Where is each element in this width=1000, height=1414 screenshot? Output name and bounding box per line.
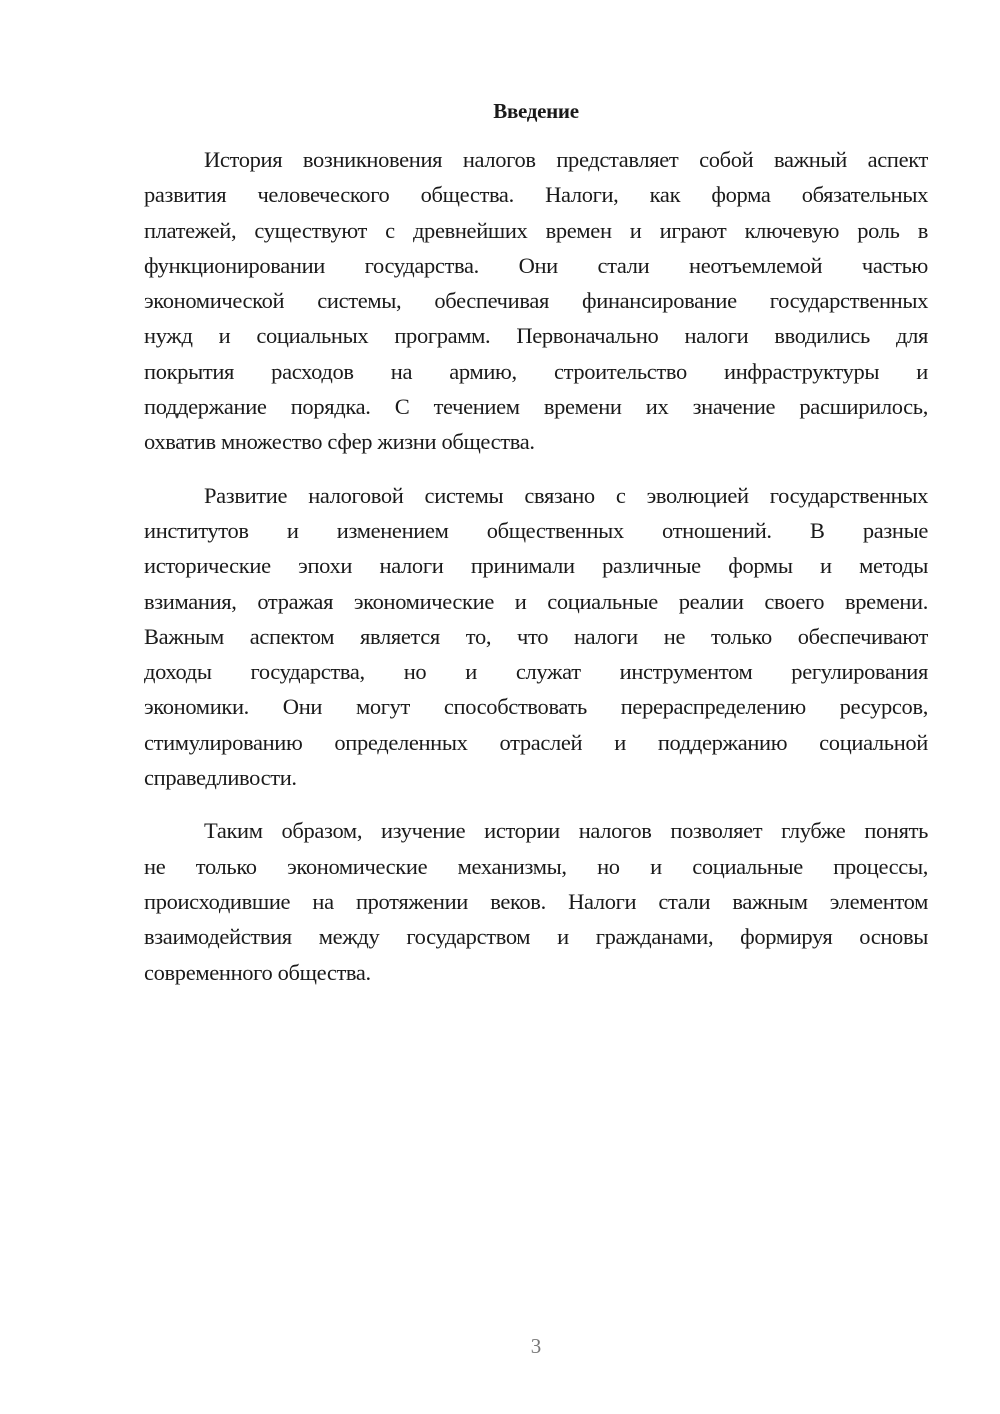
paragraph-2 — [144, 478, 928, 796]
text-line: Таким образом, изучение истории налогов позволяет глубже понять — [204, 818, 928, 844]
text-line: взаимодействия между государством и гражданами, формируя основы — [144, 924, 928, 950]
text-line: покрытия расходов на армию, строительство инфраструктуры и — [144, 358, 928, 384]
text-line: История возникновения налогов представляет собой важный аспект — [204, 147, 928, 172]
text-line: поддержание порядка. С течением времени их значение расширилось, — [144, 394, 928, 420]
text-line: развития человеческого общества. Налоги, как форма обязательных — [144, 182, 928, 208]
section-title: Введение — [493, 99, 579, 123]
paragraph-3 — [144, 813, 928, 989]
text-line: экономической системы, обеспечивая финансирование государственных — [144, 288, 928, 314]
text-line: происходившие на протяжении веков. Налоги стали важным элементом — [144, 888, 928, 914]
text-line: Развитие налоговой системы связано с эволюцией государственных — [204, 482, 928, 508]
text-line: справедливости. — [144, 765, 297, 791]
text-line: современного общества. — [144, 959, 371, 985]
text-line: взимания, отражая экономические и социальные реалии своего времени. — [144, 588, 928, 614]
text-line: функционировании государства. Они стали неотъемлемой частью — [144, 252, 928, 278]
text-line: нужд и социальных программ. Первоначально налоги вводились для — [144, 323, 928, 349]
text-line: Важным аспектом является то, что налоги не только обеспечивают — [144, 623, 928, 649]
text-line: платежей, существуют с древнейших времен и играют ключевую роль в — [144, 217, 928, 243]
text-line: институтов и изменением общественных отношений. В разные — [144, 517, 928, 543]
paragraph-1 — [144, 142, 928, 460]
text-line: охватив множество сфер жизни общества. — [144, 429, 535, 455]
page-number: 3 — [530, 1334, 542, 1358]
text-line: исторические эпохи налоги принимали различные формы и методы — [144, 553, 928, 579]
document-body — [144, 142, 928, 990]
text-line: не только экономические механизмы, но и социальные процессы, — [144, 853, 928, 879]
text-line: стимулированию определенных отраслей и поддержанию социальной — [144, 729, 928, 755]
text-line: доходы государства, но и служат инструментом регулирования — [144, 659, 928, 685]
text-line: экономики. Они могут способствовать перераспределению ресурсов, — [144, 694, 928, 720]
